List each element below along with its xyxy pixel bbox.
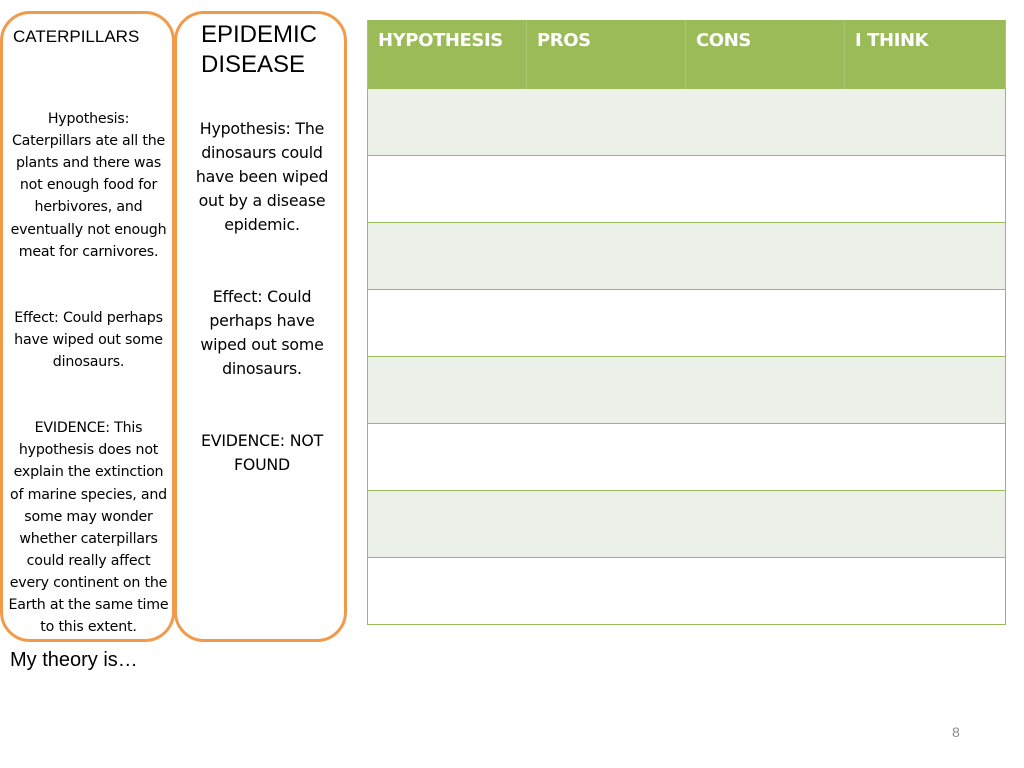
table-cell[interactable] — [368, 558, 527, 625]
table-cell[interactable] — [527, 491, 686, 558]
epidemic-evidence: EVIDENCE: NOT FOUND — [200, 431, 324, 474]
table-cell[interactable] — [368, 223, 527, 290]
my-theory-prompt: My theory is… — [10, 649, 138, 671]
table-row — [368, 357, 1006, 424]
column-header-pros: PROS — [527, 21, 686, 89]
epidemic-disease-card — [174, 11, 347, 642]
page-number: 8 — [952, 724, 960, 740]
table-cell[interactable] — [368, 290, 527, 357]
epidemic-disease-card-body — [187, 93, 337, 525]
column-header-cons: CONS — [686, 21, 845, 89]
table-cell[interactable] — [527, 558, 686, 625]
table-cell[interactable] — [686, 156, 845, 223]
column-header-i-think: I THINK — [845, 21, 1006, 89]
table-cell[interactable] — [686, 558, 845, 625]
epidemic-effect: Effect: Could perhaps have wiped out some dinosaurs. — [200, 287, 324, 378]
column-header-hypothesis: HYPOTHESIS — [368, 21, 527, 89]
table-cell[interactable] — [527, 424, 686, 491]
table-cell[interactable] — [845, 290, 1006, 357]
table-row — [368, 424, 1006, 491]
table-cell[interactable] — [845, 89, 1006, 156]
caterpillars-card-title: CATERPILLARS — [13, 27, 140, 46]
table-cell[interactable] — [368, 89, 527, 156]
epidemic-hypothesis: Hypothesis: The dinosaurs could have been wiped out by a disease epidemic. — [195, 119, 329, 234]
hypothesis-evaluation-table — [367, 20, 1006, 625]
table-row — [368, 156, 1006, 223]
table-cell[interactable] — [845, 491, 1006, 558]
caterpillars-evidence: EVIDENCE: This hypothesis does not explain the extinction of marine species, and some may wonder whether caterpillars could really affect every continent on the Earth at the same time to this extent. — [8, 420, 169, 636]
table-cell[interactable] — [527, 290, 686, 357]
caterpillars-card — [0, 11, 175, 642]
table-cell[interactable] — [686, 89, 845, 156]
table-cell[interactable] — [845, 558, 1006, 625]
caterpillars-effect: Effect: Could perhaps have wiped out some dinosaurs. — [14, 309, 163, 371]
table-cell[interactable] — [527, 223, 686, 290]
table-cell[interactable] — [368, 156, 527, 223]
table-row — [368, 290, 1006, 357]
table-cell[interactable] — [368, 357, 527, 424]
table-cell[interactable] — [845, 223, 1006, 290]
table-row — [368, 491, 1006, 558]
table-cell[interactable] — [686, 357, 845, 424]
table-header-row — [368, 21, 1006, 89]
caterpillars-hypothesis: Hypothesis: Caterpillars ate all the plants and there was not enough food for herbivores, and eventually not enough meat for carnivores. — [10, 111, 167, 260]
caterpillars-card-body — [7, 86, 170, 682]
table-cell[interactable] — [686, 290, 845, 357]
table-cell[interactable] — [686, 491, 845, 558]
table-cell[interactable] — [527, 89, 686, 156]
table-cell[interactable] — [845, 424, 1006, 491]
table-cell[interactable] — [527, 156, 686, 223]
table-cell[interactable] — [686, 424, 845, 491]
table-row — [368, 223, 1006, 290]
table-cell[interactable] — [368, 424, 527, 491]
table-row — [368, 558, 1006, 625]
table-cell[interactable] — [527, 357, 686, 424]
table-cell[interactable] — [686, 223, 845, 290]
epidemic-disease-card-title: EPIDEMIC DISEASE — [201, 21, 318, 78]
table-row — [368, 89, 1006, 156]
table-cell[interactable] — [845, 156, 1006, 223]
table-cell[interactable] — [845, 357, 1006, 424]
table-cell[interactable] — [368, 491, 527, 558]
